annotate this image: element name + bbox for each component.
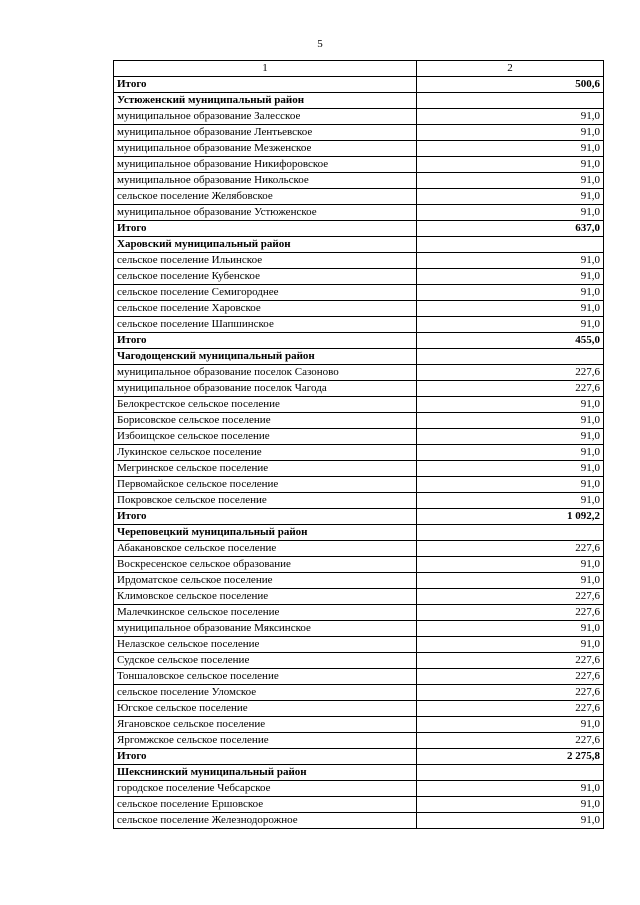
table-row xyxy=(114,573,604,589)
table-row xyxy=(114,493,604,509)
municipality-name-cell: Итого xyxy=(114,77,417,93)
amount-cell: 227,6 xyxy=(417,605,604,621)
table-row xyxy=(114,413,604,429)
amount-cell: 227,6 xyxy=(417,541,604,557)
municipality-name-cell: муниципальное образование Никольское xyxy=(114,173,417,189)
municipality-name-cell: сельское поселение Семигороднее xyxy=(114,285,417,301)
municipality-name-cell: Чагодощенский муниципальный район xyxy=(114,349,417,365)
total-row xyxy=(114,749,604,765)
amount-cell: 91,0 xyxy=(417,413,604,429)
table-row xyxy=(114,605,604,621)
amount-cell: 91,0 xyxy=(417,621,604,637)
amount-cell: 91,0 xyxy=(417,141,604,157)
municipality-name-cell: муниципальное образование Мяксинское xyxy=(114,621,417,637)
municipality-name-cell: Первомайское сельское поселение xyxy=(114,477,417,493)
municipality-name-cell: сельское поселение Железнодорожное xyxy=(114,813,417,829)
table-row xyxy=(114,109,604,125)
municipality-name-cell: Климовское сельское поселение xyxy=(114,589,417,605)
municipality-name-cell: Абакановское сельское поселение xyxy=(114,541,417,557)
municipality-name-cell: сельское поселение Уломское xyxy=(114,685,417,701)
amount-cell: 91,0 xyxy=(417,781,604,797)
table-row xyxy=(114,269,604,285)
amount-cell: 91,0 xyxy=(417,205,604,221)
municipality-name-cell: Воскресенское сельское образование xyxy=(114,557,417,573)
table-header-row xyxy=(114,61,604,77)
amount-cell: 455,0 xyxy=(417,333,604,349)
page-number: 5 xyxy=(317,38,323,50)
table-row xyxy=(114,445,604,461)
total-row xyxy=(114,221,604,237)
amount-cell: 91,0 xyxy=(417,429,604,445)
municipality-name-cell: Нелазское сельское поселение xyxy=(114,637,417,653)
amount-cell: 227,6 xyxy=(417,653,604,669)
table-row xyxy=(114,301,604,317)
amount-cell xyxy=(417,765,604,781)
municipality-name-cell: Итого xyxy=(114,221,417,237)
amount-cell: 227,6 xyxy=(417,701,604,717)
amount-cell: 227,6 xyxy=(417,733,604,749)
amount-cell xyxy=(417,237,604,253)
amount-cell xyxy=(417,93,604,109)
municipality-name-cell: Устюженский муниципальный район xyxy=(114,93,417,109)
municipality-name-cell: сельское поселение Желябовское xyxy=(114,189,417,205)
amount-cell: 91,0 xyxy=(417,173,604,189)
district-header-row xyxy=(114,765,604,781)
municipality-name-cell: сельское поселение Ершовское xyxy=(114,797,417,813)
municipality-name-cell: Итого xyxy=(114,333,417,349)
amount-cell: 91,0 xyxy=(417,285,604,301)
table-row xyxy=(114,317,604,333)
amount-cell: 91,0 xyxy=(417,157,604,173)
table-row xyxy=(114,589,604,605)
municipality-name-cell: Шекснинский муниципальный район xyxy=(114,765,417,781)
table-row xyxy=(114,173,604,189)
municipality-name-cell: городское поселение Чебсарское xyxy=(114,781,417,797)
amount-cell: 91,0 xyxy=(417,445,604,461)
amount-cell: 91,0 xyxy=(417,397,604,413)
amount-cell: 91,0 xyxy=(417,301,604,317)
amount-cell: 91,0 xyxy=(417,813,604,829)
table-row xyxy=(114,477,604,493)
table-row xyxy=(114,189,604,205)
municipality-name-cell: сельское поселение Харовское xyxy=(114,301,417,317)
table-row xyxy=(114,397,604,413)
amount-cell: 91,0 xyxy=(417,637,604,653)
district-header-row xyxy=(114,349,604,365)
municipality-name-cell: Череповецкий муниципальный район xyxy=(114,525,417,541)
amount-cell: 227,6 xyxy=(417,381,604,397)
municipality-name-cell: Итого xyxy=(114,749,417,765)
municipality-name-cell: Харовский муниципальный район xyxy=(114,237,417,253)
column-header-1: 1 xyxy=(114,61,417,77)
district-header-row xyxy=(114,237,604,253)
municipality-name-cell: муниципальное образование Залесское xyxy=(114,109,417,125)
amount-cell: 91,0 xyxy=(417,557,604,573)
table-row xyxy=(114,253,604,269)
amount-cell: 91,0 xyxy=(417,493,604,509)
municipality-name-cell: Яргомжское сельское поселение xyxy=(114,733,417,749)
municipality-name-cell: Белокрестское сельское поселение xyxy=(114,397,417,413)
amount-cell: 91,0 xyxy=(417,189,604,205)
column-header-2: 2 xyxy=(417,61,604,77)
amount-cell: 91,0 xyxy=(417,461,604,477)
amount-cell: 91,0 xyxy=(417,477,604,493)
table-row xyxy=(114,685,604,701)
municipality-name-cell: муниципальное образование Лентьевское xyxy=(114,125,417,141)
table-row xyxy=(114,557,604,573)
amount-cell: 91,0 xyxy=(417,125,604,141)
municipality-name-cell: Итого xyxy=(114,509,417,525)
table-row xyxy=(114,285,604,301)
municipality-name-cell: Ягановское сельское поселение xyxy=(114,717,417,733)
amount-cell: 91,0 xyxy=(417,717,604,733)
amount-cell: 91,0 xyxy=(417,573,604,589)
amount-cell: 227,6 xyxy=(417,669,604,685)
table-row xyxy=(114,541,604,557)
table-row xyxy=(114,381,604,397)
municipality-name-cell: сельское поселение Кубенское xyxy=(114,269,417,285)
total-row xyxy=(114,333,604,349)
amount-cell: 91,0 xyxy=(417,797,604,813)
municipality-name-cell: Судское сельское поселение xyxy=(114,653,417,669)
municipality-name-cell: Тоншаловское сельское поселение xyxy=(114,669,417,685)
municipality-name-cell: муниципальное образование Никифоровское xyxy=(114,157,417,173)
amount-cell xyxy=(417,349,604,365)
table-row xyxy=(114,717,604,733)
municipality-name-cell: Югское сельское поселение xyxy=(114,701,417,717)
table-row xyxy=(114,141,604,157)
municipality-name-cell: Покровское сельское поселение xyxy=(114,493,417,509)
table-row xyxy=(114,429,604,445)
table-row xyxy=(114,797,604,813)
amount-cell: 91,0 xyxy=(417,109,604,125)
table-row xyxy=(114,461,604,477)
amount-cell: 1 092,2 xyxy=(417,509,604,525)
amount-cell: 227,6 xyxy=(417,685,604,701)
amount-cell: 91,0 xyxy=(417,317,604,333)
allocation-table xyxy=(113,60,604,829)
table-row xyxy=(114,813,604,829)
municipality-name-cell: муниципальное образование Устюженское xyxy=(114,205,417,221)
table-row xyxy=(114,125,604,141)
amount-cell: 227,6 xyxy=(417,589,604,605)
municipality-name-cell: муниципальное образование Мезженское xyxy=(114,141,417,157)
table-row xyxy=(114,621,604,637)
table-row xyxy=(114,365,604,381)
district-header-row xyxy=(114,525,604,541)
municipality-name-cell: сельское поселение Шапшинское xyxy=(114,317,417,333)
municipality-name-cell: муниципальное образование поселок Чагода xyxy=(114,381,417,397)
table-row xyxy=(114,669,604,685)
amount-cell: 227,6 xyxy=(417,365,604,381)
table-row xyxy=(114,637,604,653)
municipality-name-cell: сельское поселение Ильинское xyxy=(114,253,417,269)
table-row xyxy=(114,653,604,669)
total-row xyxy=(114,509,604,525)
municipality-name-cell: Избоищское сельское поселение xyxy=(114,429,417,445)
amount-cell: 500,6 xyxy=(417,77,604,93)
amount-cell: 91,0 xyxy=(417,269,604,285)
table-row xyxy=(114,701,604,717)
amount-cell: 637,0 xyxy=(417,221,604,237)
municipality-name-cell: Малечкинское сельское поселение xyxy=(114,605,417,621)
amount-cell xyxy=(417,525,604,541)
municipality-name-cell: Ирдоматское сельское поселение xyxy=(114,573,417,589)
table-row xyxy=(114,733,604,749)
municipality-name-cell: Борисовское сельское поселение xyxy=(114,413,417,429)
municipality-name-cell: Лукинское сельское поселение xyxy=(114,445,417,461)
table-row xyxy=(114,157,604,173)
total-row xyxy=(114,77,604,93)
amount-cell: 91,0 xyxy=(417,253,604,269)
district-header-row xyxy=(114,93,604,109)
amount-cell: 2 275,8 xyxy=(417,749,604,765)
table-row xyxy=(114,781,604,797)
table-row xyxy=(114,205,604,221)
municipality-name-cell: муниципальное образование поселок Сазоново xyxy=(114,365,417,381)
municipality-name-cell: Мегринское сельское поселение xyxy=(114,461,417,477)
